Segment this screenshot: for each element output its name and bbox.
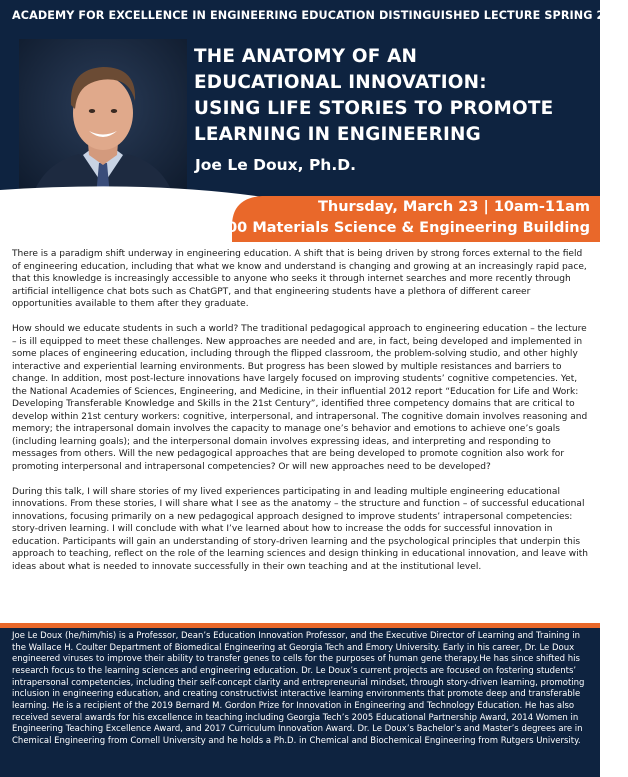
bio-top-accent: [0, 623, 600, 628]
speaker-bio: Joe Le Doux (he/him/his) is a Professor, Dean’s Education Innovation Professor, and the Executive Director of Learning and Training in the Wallace H. Coulter Department of Biomedical Engineering at Georgia Tech and Emory University. Early in his career, Dr. Le Doux engineered viruses to improve their ability to transfer genes to cells for the purposes of human gene therapy.He has since shifted his research focus to the learning sciences and engineering education. Dr. Le Doux’s current projects are focused on fostering students’ intrapersonal competencies, including their self-concept clarity and entrepreneurial mindset, through story-driven learning, promoting inclusion in engineering education, and creating constructivist interactive learning environments that promote deep and transferable learning. He is a recipient of the 2019 Bernard M. Gordon Prize for Innovation in Engineering and Technology Education. He has also received several awards for his excellence in teaching including Georgia Tech’s 2005 Educational Partnership Award, 2014 Women in Engineering Teaching Excellence Award, and 2017 Curriculum Innovation Award. Dr. Le Doux’s Bachelor’s and Master’s degrees are in Chemical Engineering from Cornell University and he holds a Ph.D. in Chemical and Biochemical Engineering from Rutgers University.: [12, 631, 585, 746]
speaker-bio-panel: [0, 623, 600, 777]
abstract-paragraph-2: How should we educate students in such a world? The traditional pedagogical approach to engineering education – the lecture – is ill equipped to meet these challenges. New approaches are needed and are, in fact, being developed and implemented in some places of engineering education, including through the flipped classroom, the problem-solving studio, and other highly interactive and experiential learning environments. But progress has been slowed by multiple resistances and barriers to change. In addition, most post-lecture innovations have largely focused on improving students’ cognitive competencies. Yet, the National Academies of Sciences, Engineering, and Medicine, in their influential 2012 report “Education for Life and Work: Developing Transferable Knowledge and Skills in the 21st Century”, identified three competency domains that are critical to develop within 21st century workers: cognitive, interpersonal, and intrapersonal. The cognitive domain involves reasoning and memory; the intrapersonal domain involves the capacity to manage one’s behavior and emotions to achieve one’s goals (including learning goals); and the interpersonal domain involves expressing ideas, and interpreting and responding to messages from others. Will the new pedagogical approaches that are being developed to promote cognition also work for promoting interpersonal and intrapersonal competencies? Or will new approaches need to be developed?: [12, 324, 588, 472]
lecture-title: [194, 44, 584, 148]
title-line-3: USING LIFE STORIES TO PROMOTE: [194, 98, 554, 119]
speaker-photo: [19, 39, 187, 207]
title-line-2: EDUCATIONAL INNOVATION:: [194, 72, 487, 93]
title-line-4: LEARNING IN ENGINEERING: [194, 124, 481, 145]
event-date-time: Thursday, March 23 | 10am-11am: [318, 199, 590, 215]
header-panel: [0, 0, 628, 236]
abstract-paragraph-1: There is a paradigm shift underway in engineering education. A shift that is being driven by strong forces external to the field of engineering education, including that what we know and understand is changing and growing at an increasingly rapid pace, that this knowledge is increasingly accessible to anyone who seeks it through internet searches and more recently through artificial intelligence chat bots such as ChatGPT, and that engineering students have a plethora of different career opportunities available to them after they graduate.: [12, 249, 587, 309]
abstract: [12, 248, 590, 586]
title-line-1: THE ANATOMY OF AN: [194, 46, 418, 67]
abstract-paragraph-3: During this talk, I will share stories of my lived experiences participating in and leading multiple engineering educational innovations. From these stories, I will share what I see as the anatomy – the structure and function – of successful educational innovations, focusing primarily on a new pedagogical approach designed to improve students’ intrapersonal competencies: story-driven learning. I will conclude with what I’ve learned about how to increase the odds for successful innovation in education. Participants will gain an understanding of story-driven learning and the psychological principles that underpin this approach to teaching, reflect on the role of the learning sciences and design thinking in educational innovation, and leave with ideas about what is needed to innovate successfully in their own teaching and at the institutional level.: [12, 486, 589, 572]
lecture-series-title: ACADEMY FOR EXCELLENCE IN ENGINEERING EDUCATION DISTINGUISHED LECTURE SPRING 2023: [12, 9, 628, 22]
speaker-name: Joe Le Doux, Ph.D.: [195, 156, 356, 174]
event-location: 100 Materials Science & Engineering Building: [217, 220, 590, 236]
